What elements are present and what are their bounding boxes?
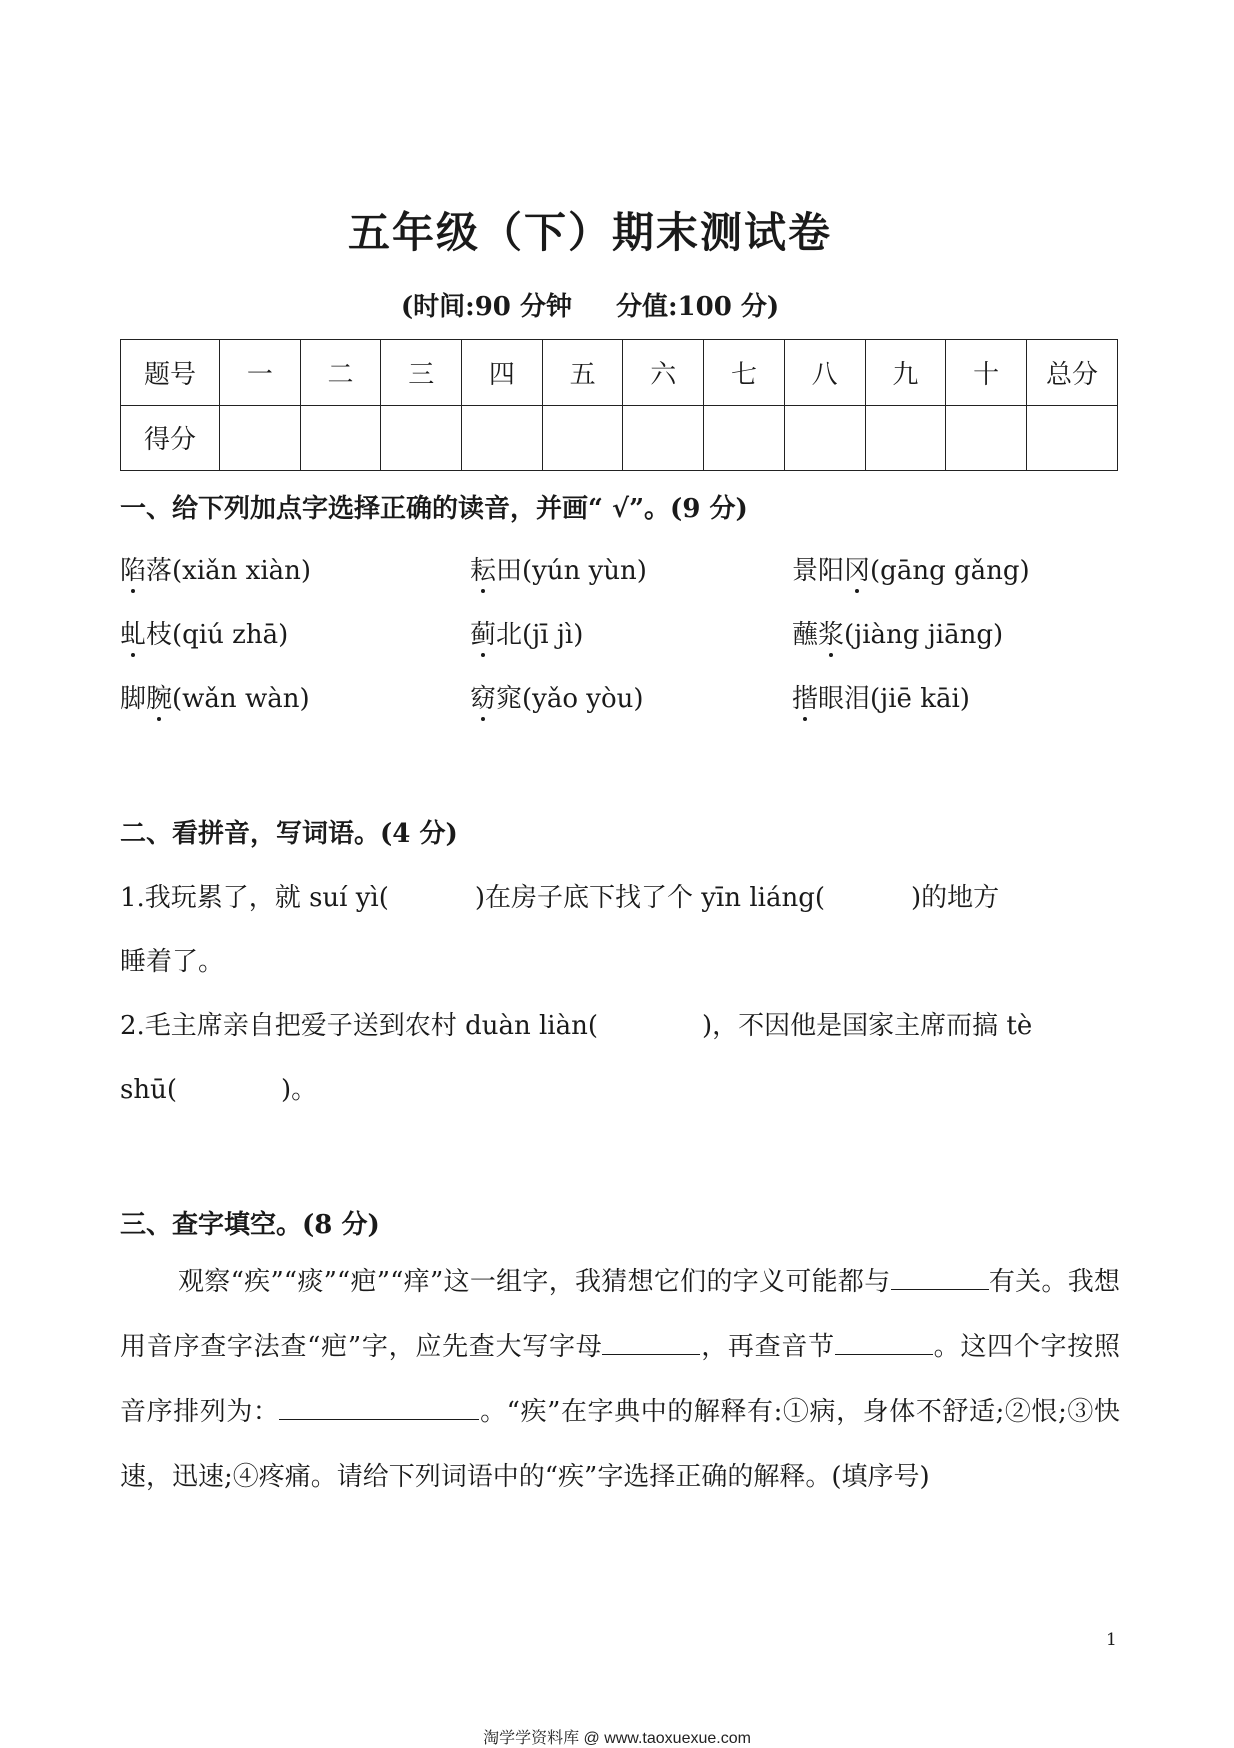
dotted-char: 陷 [120, 550, 146, 587]
score-cell[interactable] [1027, 405, 1118, 471]
score-header-cell: 总分 [1027, 340, 1118, 406]
score-cell[interactable] [462, 405, 543, 471]
dotted-char: 冈 [844, 550, 870, 587]
score-cell[interactable] [542, 405, 623, 471]
score-cell[interactable] [220, 405, 301, 471]
pinyin-item[interactable]: 蘸浆(jiàng jiāng) [792, 614, 1003, 651]
dotted-char: 耘 [470, 550, 496, 587]
pinyin-options: (jiē kāi) [870, 684, 970, 714]
score-header-cell: 四 [462, 340, 543, 406]
exam-score-total: 分值:100 分) [615, 292, 780, 322]
dotted-char: 腕 [146, 678, 172, 715]
exam-time: (时间:90 分钟 [400, 292, 572, 322]
section1-heading: 一、给下列加点字选择正确的读音，并画“ √”。(9 分) [120, 494, 748, 524]
dotted-char: 虬 [120, 614, 146, 651]
page-number: 1 [1106, 1630, 1117, 1650]
pinyin-options: (jī jì) [522, 620, 584, 650]
score-header-cell: 一 [220, 340, 301, 406]
pinyin-options: (yǎo yòu) [522, 684, 644, 714]
score-header-cell: 九 [865, 340, 946, 406]
fill-blank[interactable] [279, 1393, 479, 1420]
score-cell[interactable] [623, 405, 704, 471]
pinyin-item[interactable]: 陷落(xiǎn xiàn) [120, 550, 311, 587]
score-header-cell: 五 [542, 340, 623, 406]
pinyin-item[interactable]: 耘田(yún yùn) [470, 550, 647, 587]
score-table-header-row [121, 340, 1118, 406]
score-cell[interactable] [704, 405, 785, 471]
footer-watermark: 淘学学资料库 @ www.taoxuexue.com [483, 1730, 751, 1747]
pinyin-item[interactable]: 揩眼泪(jiē kāi) [792, 678, 970, 715]
pinyin-item[interactable]: 景阳冈(gāng gǎng) [792, 550, 1030, 587]
dotted-char: 蓟 [470, 614, 496, 651]
pinyin-item[interactable]: 脚腕(wǎn wàn) [120, 678, 310, 715]
question-2-2-line2: shū( )。 [120, 1075, 318, 1105]
fill-blank[interactable] [891, 1263, 989, 1290]
pinyin-item[interactable]: 窈窕(yǎo yòu) [470, 678, 644, 715]
dotted-char: 浆 [818, 614, 844, 651]
score-header-cell: 题号 [121, 340, 220, 406]
dotted-char: 窈 [470, 678, 496, 715]
section3-paragraph: 观察“疾”“痰”“疤”“痒”这一组字，我猜想它们的字义可能都与 有关。我想用音序查字法查“疤”字，应先查大写字母 ，再查音节 。这四个字按照音序排列为： 。“疾”在字典中的解释有:①病，身体不舒适;②恨;③快速，迅速;④疼痛。请给下列词语中的“疾”字选择正确的解释。(填序号) [120, 1250, 1120, 1510]
pinyin-options: (xiǎn xiàn) [172, 556, 312, 586]
section3-heading: 三、查字填空。(8 分) [120, 1210, 380, 1240]
score-cell[interactable] [300, 405, 381, 471]
exam-subtitle [0, 286, 1180, 323]
pinyin-options: (jiàng jiāng) [844, 620, 1004, 650]
score-cell[interactable] [381, 405, 462, 471]
pinyin-options: (gāng gǎng) [870, 556, 1030, 586]
fill-blank[interactable] [835, 1328, 933, 1355]
score-header-cell: 十 [946, 340, 1027, 406]
score-row-label: 得分 [121, 405, 220, 471]
score-header-cell: 八 [784, 340, 865, 406]
score-header-cell: 三 [381, 340, 462, 406]
pinyin-options: (wǎn wàn) [172, 684, 310, 714]
pinyin-options: (yún yùn) [522, 556, 647, 586]
score-table-score-row [121, 405, 1118, 471]
question-2-1-line1: 1.我玩累了，就 suí yì( )在房子底下找了个 yīn liáng( )的地方 [120, 883, 1000, 913]
score-table [120, 339, 1118, 471]
dotted-char: 揩 [792, 678, 818, 715]
fill-blank[interactable] [602, 1328, 700, 1355]
pinyin-item[interactable]: 蓟北(jī jì) [470, 614, 583, 651]
question-2-1-line2: 睡着了。 [120, 947, 225, 977]
pinyin-options: (qiú zhā) [172, 620, 289, 650]
score-cell[interactable] [865, 405, 946, 471]
score-cell[interactable] [946, 405, 1027, 471]
score-header-cell: 七 [704, 340, 785, 406]
score-header-cell: 二 [300, 340, 381, 406]
score-cell[interactable] [784, 405, 865, 471]
score-header-cell: 六 [623, 340, 704, 406]
question-2-2-line1: 2.毛主席亲自把爱子送到农村 duàn liàn( )，不因他是国家主席而搞 tè [120, 1011, 1033, 1041]
exam-title: 五年级（下）期末测试卷 [347, 208, 832, 257]
section2-heading: 二、看拼音，写词语。(4 分) [120, 819, 458, 849]
pinyin-item[interactable]: 虬枝(qiú zhā) [120, 614, 288, 651]
